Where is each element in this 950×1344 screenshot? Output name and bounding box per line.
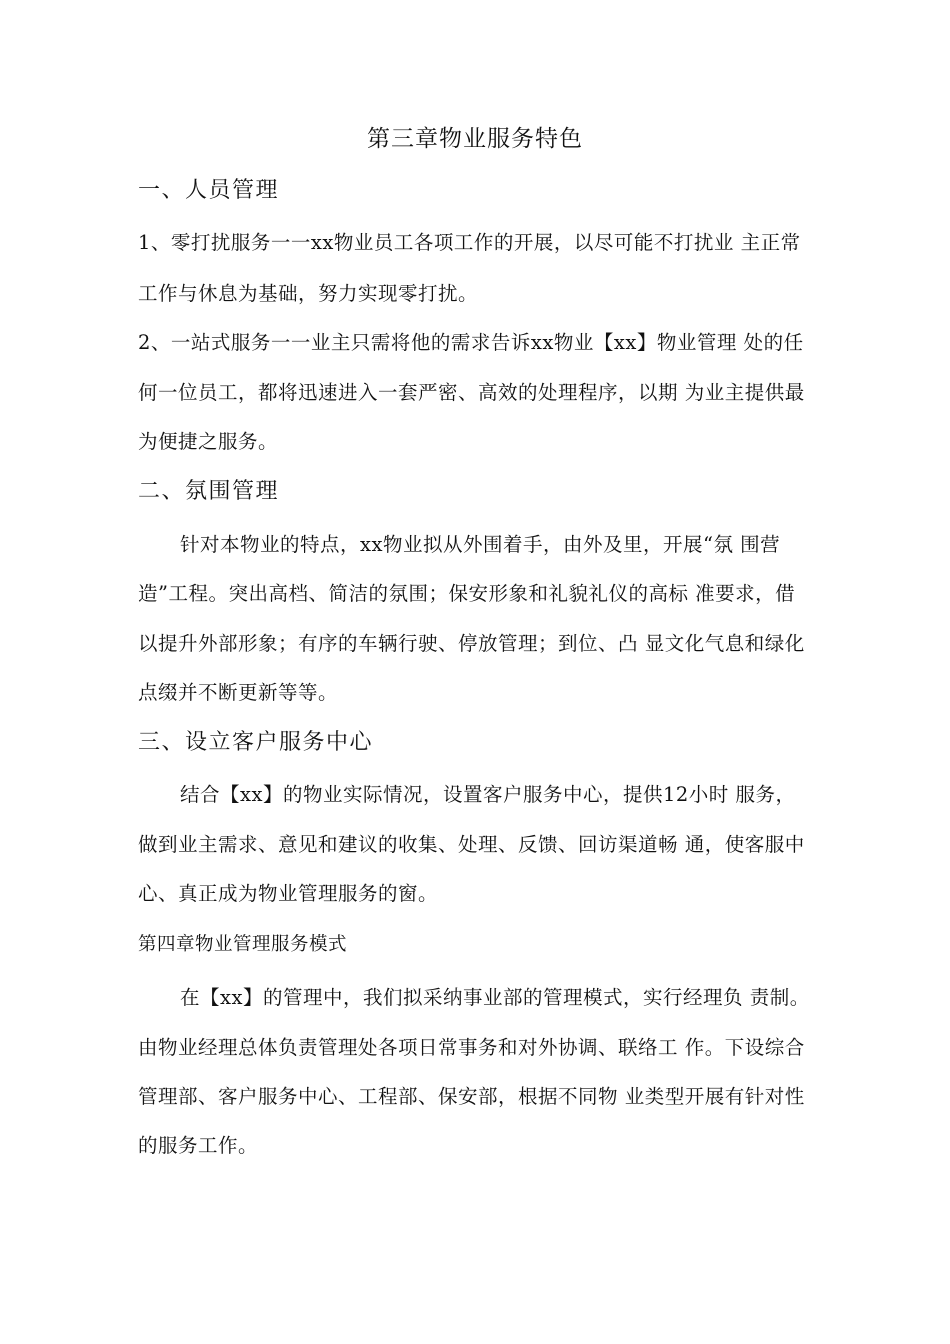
section-heading-customer-service: 三、设立客户服务中心 — [138, 730, 374, 755]
paragraph-line: 1、零打扰服务一一xx物业员工各项工作的开展，以尽可能不打扰业 主正常 — [138, 231, 801, 254]
paragraph-line: 针对本物业的特点，xx物业拟从外围着手，由外及里，开展“氛 围营 — [180, 533, 781, 556]
page-title: 第三章物业服务特色 — [367, 126, 583, 152]
paragraph-line: 点缀并不断更新等等。 — [138, 681, 339, 704]
chapter-four-heading: 第四章物业管理服务模式 — [138, 934, 348, 955]
paragraph-line: 心、真正成为物业管理服务的窗。 — [138, 882, 439, 905]
section-heading-atmosphere: 二、氛围管理 — [138, 479, 280, 504]
paragraph-line: 2、一站式服务一一业主只需将他的需求告诉xx物业【xx】物业管理 处的任 — [138, 331, 804, 354]
section-heading-personnel: 一、人员管理 — [138, 178, 280, 203]
paragraph-line: 管理部、客户服务中心、工程部、保安部，根据不同物 业类型开展有针对性 — [138, 1085, 805, 1108]
paragraph-line: 结合【xx】的物业实际情况，设置客户服务中心，提供12小时 服务， — [180, 783, 796, 806]
paragraph-line: 何一位员工，都将迅速进入一套严密、高效的处理程序，以期 为业主提供最 — [138, 381, 805, 404]
paragraph-line: 工作与休息为基础，努力实现零打扰。 — [138, 282, 479, 305]
paragraph-line: 以提升外部形象；有序的车辆行驶、停放管理；到位、凸 显文化气息和绿化 — [138, 632, 805, 655]
paragraph-line: 在【xx】的管理中，我们拟采纳事业部的管理模式，实行经理负 责制。 — [180, 986, 810, 1009]
paragraph-line: 造”工程。突出高档、简洁的氛围；保安形象和礼貌礼仪的高标 准要求，借 — [138, 582, 796, 605]
paragraph-line: 为便捷之服务。 — [138, 430, 279, 453]
paragraph-line: 由物业经理总体负责管理处各项日常事务和对外协调、联络工 作。下设综合 — [138, 1036, 805, 1059]
paragraph-line: 做到业主需求、意见和建议的收集、处理、反馈、回访渠道畅 通，使客服中 — [138, 833, 805, 856]
paragraph-line: 的服务工作。 — [138, 1134, 259, 1157]
